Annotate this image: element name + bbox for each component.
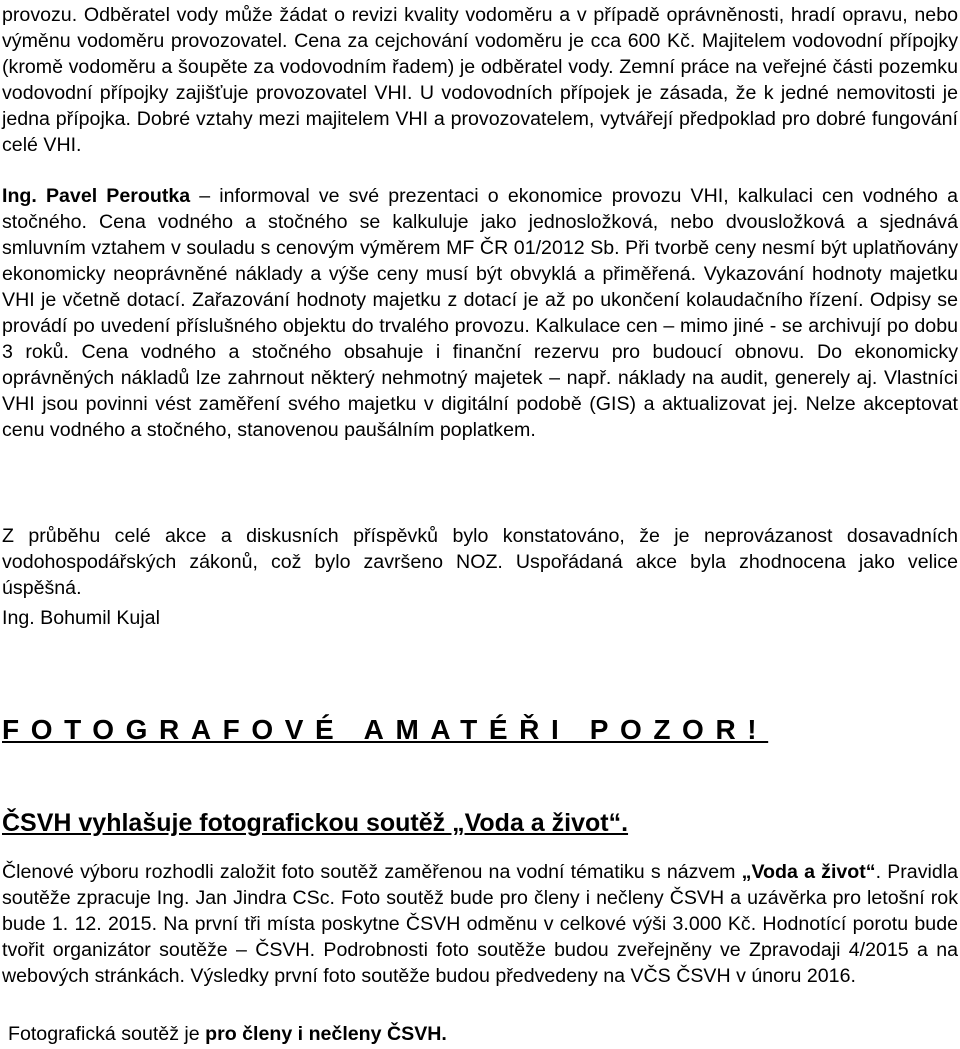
speaker-name: Ing. Pavel Peroutka [2,185,191,207]
eligibility-text: Fotografická soutěž je [8,1023,206,1045]
eligibility-emphasis: pro členy i nečleny ČSVH. [205,1023,447,1045]
paragraph-contest-eligibility [8,1021,958,1047]
paragraph-economics [2,183,958,443]
headline-photographers: FOTOGRAFOVÉ AMATÉŘI POZOR! [2,714,769,745]
paragraph-water-meter [2,2,958,158]
contest-name: „Voda a život“ [741,861,876,883]
paragraph-text-rest: . Pravidla soutěže zpracuje Ing. Jan Jindra CSc. Foto soutěž bude pro členy i nečleny ČSVH a uzávěrka pro letošní rok bude 1. 12. 2015. Na první tři místa poskytne ČSVH odměnu v celkové výši 3.000 Kč. Hodnotící porotu bude tvořit organizátor soutěže – ČSVH. Podrobnosti foto soutěže budou zveřejněny ve Zpravodaji 4/2015 a na webových stránkách. Výsledky první foto soutěže budou předvedeny na VČS ČSVH v únoru 2016. [2,861,958,987]
signature-text: Ing. Bohumil Kujal [2,607,160,629]
author-signature [2,605,958,631]
paragraph-summary [2,523,958,601]
headline-contest: ČSVH vyhlašuje fotografickou soutěž „Voda a život“. [2,809,629,837]
paragraph-contest-rules [2,859,958,989]
paragraph-text: – informoval ve své prezentaci o ekonomice provozu VHI, kalkulaci cen vodného a stočného. Cena vodného a stočného se kalkuluje jako jednosložková, nebo dvousložková a sjednává smluvním vztahem v souladu s cenovým výměrem MF ČR 01/2012 Sb. Při tvorbě ceny nesmí být uplatňovány ekonomicky neoprávněné náklady a výše ceny musí být obvyklá a přiměřená. Vykazování hodnoty majetku VHI je včetně dotací. Zařazování hodnoty majetku z dotací je až po ukončení kolaudačního řízení. Odpisy se provádí po uvedení příslušného objektu do trvalého provozu. Kalkulace cen – mimo jiné - se archivují po dobu 3 roků. Cena vodného a stočného obsahuje i finanční rezervu pro budoucí obnovu. Do ekonomicky oprávněných nákladů lze zahrnout některý nehmotný majetek – např. náklady na audit, generely aj. Vlastníci VHI jsou povinni vést zaměření svého majetku v digitální podobě (GIS) a aktualizovat jej. Nelze akceptovat cenu vodného a stočného, stanovenou paušálním poplatkem. [2,185,958,441]
paragraph-text-start: Členové výboru rozhodli založit foto soutěž zaměřenou na vodní tématiku s názvem [2,861,742,883]
paragraph-text: provozu. Odběratel vody může žádat o revizi kvality vodoměru a v případě oprávněnosti, hradí opravu, nebo výměnu vodoměru provozovatel. Cena za cejchování vodoměru je cca 600 Kč. Majitelem vodovodní přípojky (kromě vodoměru a šoupěte za vodovodním řadem) je odběratel vody. Zemní práce na veřejné části pozemku vodovodní přípojky zajišťuje provozovatel VHI. U vodovodních přípojek je zásada, že k jedné nemovitosti je jedna přípojka. Dobré vztahy mezi majitelem VHI a provozovatelem, vytvářejí předpoklad pro dobré fungování celé VHI. [2,4,958,156]
paragraph-text: Z průběhu celé akce a diskusních příspěvků bylo konstatováno, že je neprovázanost dosavadních vodohospodářských zákonů, což bylo završeno NOZ. Uspořádaná akce byla zhodnocena jako velice úspěšná. [2,525,958,599]
